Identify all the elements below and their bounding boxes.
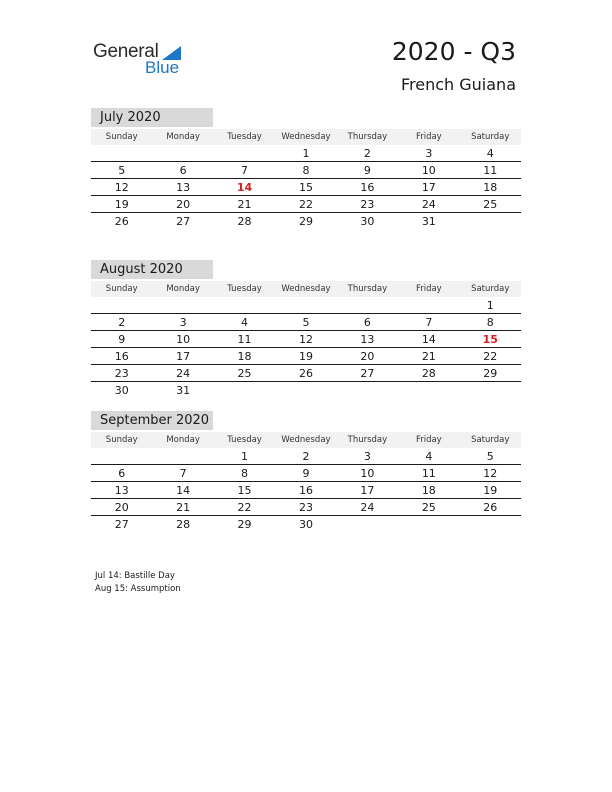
month-label: August 2020 [91, 260, 213, 279]
day-cell: 7 [179, 466, 187, 480]
day-cell: 9 [363, 163, 371, 177]
day-cell: 24 [421, 197, 436, 211]
weekday-label: Saturday [471, 284, 510, 294]
day-cell: 26 [298, 366, 313, 380]
day-cell: 4 [486, 146, 494, 160]
day-cell: 15 [298, 180, 313, 194]
weekday-label: Sunday [105, 284, 138, 294]
day-cell: 15 [237, 483, 252, 497]
day-cell: 8 [241, 466, 249, 480]
weekday-label: Friday [415, 435, 442, 445]
holiday-note: Jul 14: Bastille Day [95, 571, 175, 581]
week-row [91, 382, 521, 398]
day-cell: 21 [176, 500, 191, 514]
month-august [91, 260, 521, 398]
day-cell: 30 [360, 214, 375, 228]
day-cell: 5 [118, 163, 126, 177]
day-cell: 2 [363, 146, 371, 160]
weekday-label: Thursday [347, 435, 388, 445]
day-cell: 28 [421, 366, 436, 380]
weekday-label: Monday [166, 284, 200, 294]
weekday-label: Friday [415, 132, 442, 142]
day-cell: 9 [302, 466, 310, 480]
week-row [91, 482, 521, 499]
week-row [91, 213, 521, 229]
day-cell: 1 [302, 146, 310, 160]
day-cell: 27 [114, 517, 129, 531]
week-row [91, 196, 521, 213]
holiday-day-cell: 14 [236, 180, 253, 194]
day-cell: 3 [425, 146, 433, 160]
day-cell: 9 [118, 332, 126, 346]
week-row [91, 331, 521, 348]
day-cell: 11 [483, 163, 498, 177]
day-cell: 30 [298, 517, 313, 531]
month-label: September 2020 [91, 411, 213, 430]
week-row [91, 448, 521, 465]
day-cell: 30 [114, 383, 129, 397]
day-cell: 12 [114, 180, 129, 194]
day-cell: 16 [114, 349, 129, 363]
day-cell: 13 [176, 180, 191, 194]
day-cell: 29 [483, 366, 498, 380]
page-subtitle: French Guiana [400, 75, 516, 94]
day-cell: 8 [486, 315, 494, 329]
weekday-label: Thursday [347, 284, 388, 294]
day-cell: 20 [360, 349, 375, 363]
week-row [91, 465, 521, 482]
day-cell: 22 [298, 197, 313, 211]
weekday-label: Thursday [347, 132, 388, 142]
day-cell: 25 [483, 197, 498, 211]
week-row [91, 145, 521, 162]
generalblue-logo [93, 41, 193, 81]
day-cell: 19 [114, 197, 129, 211]
day-cell: 5 [302, 315, 310, 329]
day-cell: 16 [298, 483, 313, 497]
day-cell: 25 [421, 500, 436, 514]
day-cell: 7 [241, 163, 249, 177]
day-cell: 3 [363, 449, 371, 463]
day-cell: 14 [176, 483, 191, 497]
day-cell: 7 [425, 315, 433, 329]
month-july [91, 108, 521, 229]
day-cell: 28 [237, 214, 252, 228]
holiday-day-cell: 15 [482, 332, 498, 346]
week-row [91, 179, 521, 196]
logo-general-text: General [93, 41, 159, 62]
day-cell: 29 [298, 214, 313, 228]
day-cell: 6 [118, 466, 126, 480]
week-row [91, 297, 521, 314]
day-cell: 13 [114, 483, 129, 497]
day-cell: 22 [237, 500, 252, 514]
weekday-label: Tuesday [227, 435, 262, 445]
day-cell: 27 [360, 366, 375, 380]
weekday-label: Tuesday [227, 132, 262, 142]
day-cell: 2 [302, 449, 310, 463]
day-cell: 24 [360, 500, 375, 514]
day-cell: 8 [302, 163, 310, 177]
weekday-label: Sunday [105, 132, 138, 142]
day-cell: 26 [114, 214, 129, 228]
day-cell: 18 [483, 180, 498, 194]
weekday-label: Sunday [105, 435, 138, 445]
day-cell: 26 [483, 500, 498, 514]
day-cell: 25 [237, 366, 252, 380]
week-row [91, 162, 521, 179]
weekday-header-row [91, 281, 521, 297]
day-cell: 11 [421, 466, 436, 480]
day-cell: 23 [298, 500, 313, 514]
day-cell: 21 [237, 197, 252, 211]
weekday-label: Monday [166, 435, 200, 445]
day-cell: 13 [360, 332, 375, 346]
day-cell: 31 [176, 383, 191, 397]
day-cell: 28 [176, 517, 191, 531]
weekday-label: Saturday [471, 435, 510, 445]
day-cell: 12 [483, 466, 498, 480]
day-cell: 10 [176, 332, 191, 346]
weekday-label: Saturday [471, 132, 510, 142]
week-row [91, 516, 521, 532]
holiday-notes [95, 570, 181, 596]
weekday-label: Wednesday [281, 435, 331, 445]
day-cell: 3 [179, 315, 187, 329]
day-cell: 16 [360, 180, 375, 194]
day-cell: 19 [483, 483, 498, 497]
day-cell: 20 [114, 500, 129, 514]
day-cell: 4 [425, 449, 433, 463]
day-cell: 21 [421, 349, 436, 363]
day-cell: 17 [421, 180, 436, 194]
day-cell: 31 [421, 214, 436, 228]
month-label: July 2020 [91, 108, 213, 127]
day-cell: 23 [114, 366, 129, 380]
day-cell: 2 [118, 315, 126, 329]
page-title: 2020 - Q3 [391, 37, 516, 66]
logo-blue-text: Blue [145, 58, 180, 77]
week-row [91, 348, 521, 365]
day-cell: 12 [298, 332, 313, 346]
weekday-header-row [91, 129, 521, 145]
day-cell: 10 [360, 466, 375, 480]
weekday-label: Friday [415, 284, 442, 294]
day-cell: 18 [421, 483, 436, 497]
day-cell: 27 [176, 214, 191, 228]
week-row [91, 314, 521, 331]
day-cell: 24 [176, 366, 191, 380]
week-row [91, 499, 521, 516]
day-cell: 6 [363, 315, 371, 329]
day-cell: 11 [237, 332, 252, 346]
day-cell: 22 [483, 349, 498, 363]
holiday-note: Aug 15: Assumption [95, 584, 181, 594]
day-cell: 20 [176, 197, 191, 211]
day-cell: 14 [421, 332, 436, 346]
day-cell: 17 [360, 483, 375, 497]
day-cell: 23 [360, 197, 375, 211]
day-cell: 1 [486, 298, 494, 312]
weekday-label: Wednesday [281, 132, 331, 142]
weekday-label: Tuesday [227, 284, 262, 294]
month-september [91, 411, 521, 532]
day-cell: 4 [241, 315, 249, 329]
day-cell: 29 [237, 517, 252, 531]
day-cell: 17 [176, 349, 191, 363]
day-cell: 10 [421, 163, 436, 177]
day-cell: 1 [241, 449, 249, 463]
week-row [91, 365, 521, 382]
day-cell: 5 [486, 449, 494, 463]
weekday-label: Monday [166, 132, 200, 142]
weekday-header-row [91, 432, 521, 448]
day-cell: 19 [298, 349, 313, 363]
day-cell: 18 [237, 349, 252, 363]
weekday-label: Wednesday [281, 284, 331, 294]
day-cell: 6 [179, 163, 187, 177]
